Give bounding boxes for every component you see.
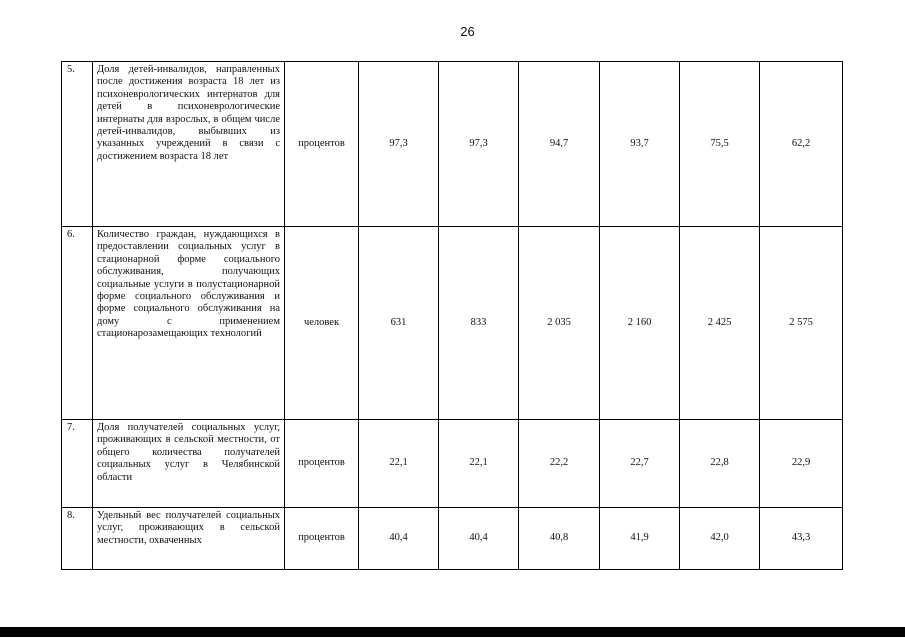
indicators-table [61,61,843,570]
unit-cell: процентов [285,62,359,227]
value-cell: 22,8 [680,420,760,508]
value-cell: 40,4 [359,508,439,570]
indicator-description: Удельный вес получателей социальных услуг, проживающих в сельской местности, охваченных [93,508,285,570]
value-cell: 97,3 [439,62,519,227]
unit-cell: процентов [285,420,359,508]
value-cell: 22,9 [760,420,843,508]
unit-cell: человек [285,227,359,420]
indicator-description: Доля детей-инвалидов, направленных после достижения возраста 18 лет из психоневрологических интернатов для детей в психоневрологические интернаты для взрослых, в общем числе детей-инвалидов, выбывших из указанных учреждений в связи с достижением возраста 18 лет [93,62,285,227]
unit-cell: процентов [285,508,359,570]
value-cell: 75,5 [680,62,760,227]
indicator-description: Доля получателей социальных услуг, проживающих в сельской местности, от общего количества получателей социальных услуг в Челябинской области [93,420,285,508]
value-cell: 22,2 [519,420,600,508]
value-cell: 43,3 [760,508,843,570]
value-cell: 41,9 [600,508,680,570]
value-cell: 40,8 [519,508,600,570]
row-number: 7. [62,420,93,508]
table-row [62,508,843,570]
value-cell: 97,3 [359,62,439,227]
value-cell: 40,4 [439,508,519,570]
value-cell: 22,7 [600,420,680,508]
value-cell: 2 160 [600,227,680,420]
value-cell: 631 [359,227,439,420]
value-cell: 833 [439,227,519,420]
value-cell: 2 575 [760,227,843,420]
table-row [62,62,843,227]
value-cell: 22,1 [359,420,439,508]
row-number: 5. [62,62,93,227]
value-cell: 42,0 [680,508,760,570]
row-number: 6. [62,227,93,420]
scan-border-bar [0,627,905,637]
value-cell: 22,1 [439,420,519,508]
row-number: 8. [62,508,93,570]
value-cell: 93,7 [600,62,680,227]
table-row [62,420,843,508]
value-cell: 2 425 [680,227,760,420]
value-cell: 62,2 [760,62,843,227]
table-row [62,227,843,420]
page-number: 26 [460,24,475,39]
value-cell: 94,7 [519,62,600,227]
indicator-description: Количество граждан, нуждающихся в предоставлении социальных услуг в стационарной форме социального обслуживания, получающих социальные услуги в полустационарной форме социального обслуживания и форме социального обслуживания на дому с применением стационарозамещающих технологий [93,227,285,420]
value-cell: 2 035 [519,227,600,420]
